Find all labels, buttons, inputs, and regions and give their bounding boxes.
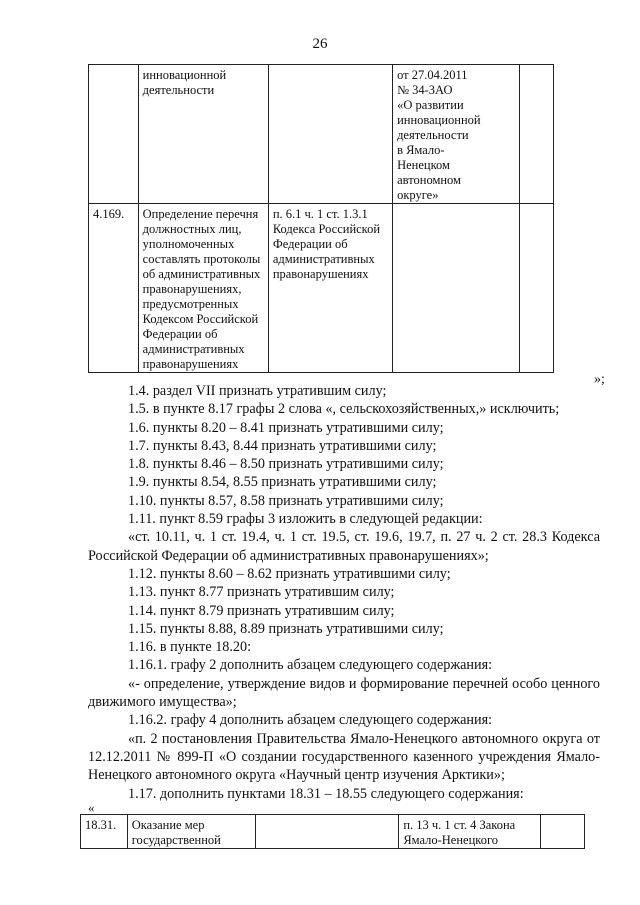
cell-line: Федерации об xyxy=(272,237,348,251)
paragraph: 1.8. пункты 8.46 – 8.50 признать утратившими силу; xyxy=(128,456,444,473)
paragraph: 1.12. пункты 8.60 – 8.62 признать утратившими силу; xyxy=(128,565,451,582)
cell-line: деятельности xyxy=(397,128,469,142)
closing-quote: »; xyxy=(594,372,605,387)
cell-line: составлять протоколы xyxy=(142,252,261,266)
paragraph: 1.16. в пункте 18.20: xyxy=(128,639,252,656)
table-cell-regional-basis xyxy=(399,815,541,849)
paragraph: 1.16.1. графу 2 дополнить абзацем следующего содержания: xyxy=(128,657,493,674)
cell-line: уполномоченных xyxy=(142,237,235,251)
paragraph: 1.17. дополнить пунктами 18.31 – 18.55 следующего содержания: xyxy=(128,785,524,802)
cell-line: автономном xyxy=(397,173,461,187)
paragraph: 1.5. в пункте 8.17 графы 2 слова «, сельскохозяйственных,» исключить; xyxy=(128,401,560,418)
document-body xyxy=(88,382,600,803)
table-cell-federal-basis xyxy=(255,815,399,849)
paragraph: 1.4. раздел VII признать утратившим силу; xyxy=(128,383,387,399)
table-cell-number: 4.169. xyxy=(89,204,139,373)
cell-line: в Ямало- xyxy=(397,143,445,157)
cell-line: государственной xyxy=(131,833,221,847)
table-row xyxy=(89,204,554,373)
table-cell-regional-basis xyxy=(393,65,520,204)
cell-line: Кодексом Российской xyxy=(142,312,259,326)
cell-line: «О развитии xyxy=(397,98,464,112)
cell-line: Кодекса Российской xyxy=(272,222,381,236)
table-cell-number xyxy=(89,65,139,204)
cell-line: административных xyxy=(272,252,375,266)
table-cell-federal-basis xyxy=(268,65,392,204)
paragraph: 1.14. пункт 8.79 признать утратившим силу; xyxy=(128,602,395,619)
cell-line: должностных лиц, xyxy=(142,222,242,236)
cell-line: от 27.04.2011 xyxy=(397,68,468,82)
page-number: 26 xyxy=(312,36,328,52)
table-cell-number: 18.31. xyxy=(81,815,128,849)
table-top xyxy=(88,64,554,373)
cell-line: Ненецком xyxy=(397,158,450,172)
table-cell-name xyxy=(138,65,268,204)
cell-line: предусмотренных xyxy=(142,297,239,311)
opening-quote: « xyxy=(88,800,95,815)
cell-line: Федерации об xyxy=(142,327,218,341)
table-cell-name xyxy=(127,815,255,849)
cell-line: административных xyxy=(142,342,245,356)
cell-line: округе» xyxy=(397,188,439,202)
cell-line: п. 6.1 ч. 1 ст. 1.3.1 xyxy=(272,207,368,221)
cell-line: № 34-ЗАО xyxy=(397,83,453,97)
cell-line: об административных xyxy=(142,267,261,281)
paragraph: 1.7. пункты 8.43, 8.44 признать утратившими силу; xyxy=(128,437,437,454)
paragraph: «ст. 10.11, ч. 1 ст. 19.4, ч. 1 ст. 19.5, ст. 19.6, 19.7, п. 27 ч. 2 ст. 28.3 Кодекса Российской Федерации об административных правонарушениях»; xyxy=(88,529,600,564)
paragraph: 1.11. пункт 8.59 графы 3 изложить в следующей редакции: xyxy=(128,511,483,528)
table-bottom xyxy=(80,814,585,849)
cell-line: правонарушениях, xyxy=(142,282,242,296)
paragraph: «- определение, утверждение видов и формирование перечней особо ценного движимого имущества»; xyxy=(88,675,600,711)
cell-line: Определение перечня xyxy=(142,207,259,221)
paragraph: 1.6. пункты 8.20 – 8.41 признать утратившими силу; xyxy=(128,419,444,436)
cell-line: инновационной xyxy=(142,68,227,82)
cell-line: Оказание мер xyxy=(131,818,205,832)
table-cell-federal-basis xyxy=(268,204,392,373)
table-row xyxy=(89,65,554,204)
table-cell-regional-basis xyxy=(393,204,520,373)
cell-line: инновационной xyxy=(397,113,481,127)
paragraph: 1.9. пункты 8.54, 8.55 признать утратившими силу; xyxy=(128,474,437,491)
table-cell-name xyxy=(138,204,268,373)
paragraph: 1.15. пункты 8.88, 8.89 признать утратившими силу; xyxy=(128,620,444,637)
cell-line: п. 13 ч. 1 ст. 4 Закона xyxy=(403,818,516,832)
cell-line: правонарушениях xyxy=(142,357,239,371)
cell-line: Ямало-Ненецкого xyxy=(403,833,499,847)
table-row xyxy=(81,815,585,849)
cell-line: правонарушениях xyxy=(272,267,369,281)
paragraph: «п. 2 постановления Правительства Ямало-Ненецкого автономного округа от 12.12.2011 № 899-П «О создании государственного казенного учреждения Ямало-Ненецкого автономного округа «Научный центр изучения Арктики»; xyxy=(88,730,600,784)
cell-line: деятельности xyxy=(142,83,215,97)
paragraph: 1.16.2. графу 4 дополнить абзацем следующего содержания: xyxy=(128,712,493,729)
paragraph: 1.10. пункты 8.57, 8.58 признать утратившими силу; xyxy=(128,492,444,509)
table-cell-extra xyxy=(519,65,553,204)
table-cell-extra xyxy=(519,204,553,373)
table-cell-extra xyxy=(541,815,585,849)
paragraph: 1.13. пункт 8.77 признать утратившим силу; xyxy=(128,584,395,601)
